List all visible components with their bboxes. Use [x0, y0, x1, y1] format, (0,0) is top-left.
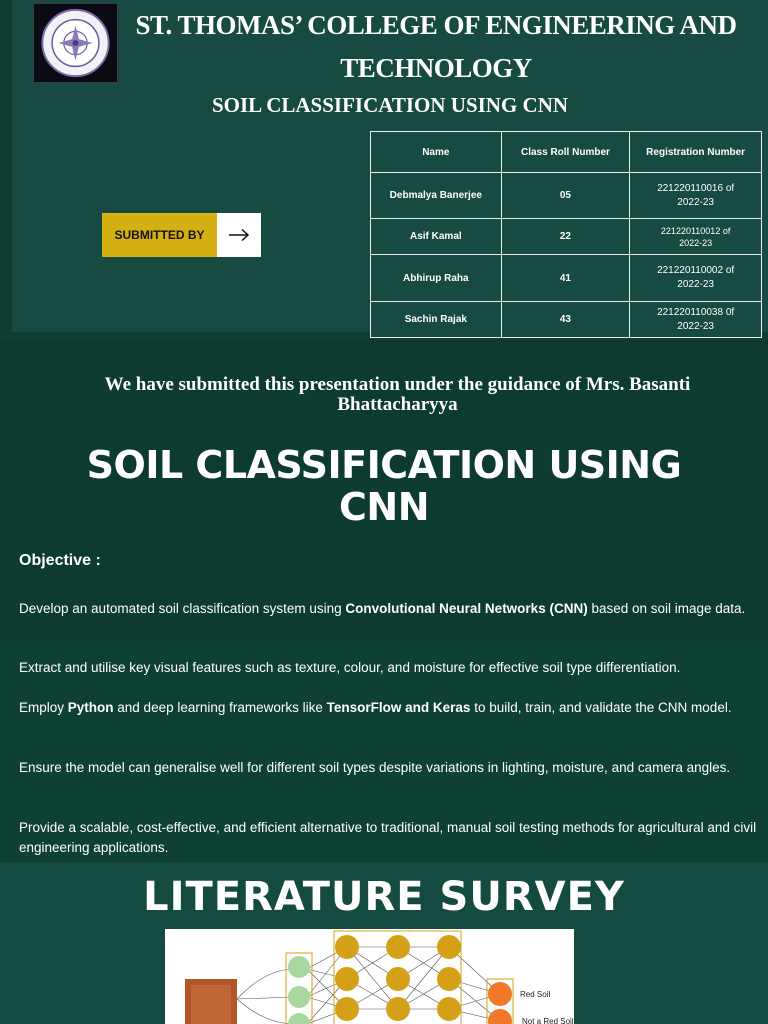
hidden-node — [386, 967, 410, 991]
hidden-node — [386, 997, 410, 1021]
objective-point-3 — [19, 698, 759, 718]
hidden-node — [335, 967, 359, 991]
member-name: Debmalya Banerjee — [371, 173, 502, 219]
text-span: Develop an automated soil classification system using — [19, 601, 346, 616]
hidden-node — [335, 997, 359, 1021]
output-node — [488, 982, 512, 1006]
registration-number: 221220110002 of — [657, 265, 735, 276]
college-name — [130, 4, 742, 90]
registration-session: 2022-23 — [679, 237, 713, 248]
text-span: Employ — [19, 700, 68, 715]
hidden-node — [437, 935, 461, 959]
objective-title-line2: CNN — [339, 485, 429, 529]
guidance-line2: Bhattacharyya — [337, 394, 458, 415]
registration-number: 221220110038 0f — [657, 306, 735, 318]
objective-point-2: Extract and utilise key visual features such as texture, colour, and moisture for effective soil type differentiation. — [19, 660, 681, 675]
objective-heading: Objective : — [19, 552, 101, 569]
college-logo — [33, 3, 118, 83]
registration-session: 2022-23 — [677, 196, 714, 208]
input-node — [288, 956, 310, 978]
college-name-line2: TECHNOLOGY — [340, 53, 532, 83]
college-name-line1: ST. THOMAS’ COLLEGE OF ENGINEERING AND — [135, 10, 737, 40]
arrow-right-icon — [217, 213, 261, 257]
input-node — [288, 986, 310, 1008]
objective-slide — [0, 340, 768, 640]
literature-survey-slide — [0, 862, 768, 1024]
output-label-not-red-soil: Not a Red Soil — [522, 1017, 574, 1024]
member-roll: 05 — [501, 173, 630, 219]
member-roll: 43 — [501, 302, 630, 338]
guidance-note — [40, 375, 755, 415]
table-header-row — [371, 132, 762, 173]
objective-continued-slide — [0, 640, 768, 862]
text-span: to build, train, and validate the CNN model. — [470, 700, 732, 715]
guidance-line1: We have submitted this presentation under the guidance of Mrs. Basanti — [104, 374, 691, 395]
registration-number: 221220110016 of — [657, 182, 735, 194]
input-node — [288, 1013, 310, 1024]
text-span: based on soil image data. — [587, 601, 746, 616]
col-header-registration: Registration Number — [630, 132, 762, 173]
hidden-node — [437, 967, 461, 991]
objective-point-1 — [19, 599, 759, 619]
hidden-node — [437, 997, 461, 1021]
member-registration — [630, 219, 762, 255]
objective-point-4: Ensure the model can generalise well for different soil types despite variations in lighting, moisture, and camera angles. — [19, 760, 731, 775]
text-span: and deep learning frameworks like — [113, 700, 327, 715]
table-row — [371, 219, 762, 255]
table-row — [371, 302, 762, 338]
member-registration — [630, 173, 762, 219]
bold-term: TensorFlow and Keras — [326, 700, 471, 715]
member-roll: 22 — [501, 219, 630, 255]
registration-session: 2022-23 — [677, 279, 714, 290]
table-row — [371, 255, 762, 302]
submitted-by-banner — [102, 213, 261, 257]
hidden-node — [386, 935, 410, 959]
output-label-red-soil: Red Soil — [520, 990, 551, 999]
member-name: Sachin Rajak — [371, 302, 502, 338]
member-registration — [630, 255, 762, 302]
objective-title-line1: SOIL CLASSIFICATION USING — [86, 443, 682, 487]
member-registration — [630, 302, 762, 338]
table-row — [371, 173, 762, 219]
members-table — [370, 131, 762, 338]
col-header-name: Name — [371, 132, 502, 173]
literature-survey-title: LITERATURE SURVEY — [143, 874, 625, 920]
title-slide — [0, 0, 768, 340]
neural-network-diagram — [165, 929, 574, 1024]
registration-session: 2022-23 — [677, 320, 714, 332]
college-seal-icon — [34, 4, 117, 82]
output-node — [488, 1009, 512, 1024]
objective-point-5: Provide a scalable, cost-effective, and efficient alternative to traditional, manual soil testing methods for agricultural and civil engineering applications. — [19, 820, 757, 855]
submitted-by-label: SUBMITTED BY — [102, 213, 217, 257]
hidden-node — [335, 935, 359, 959]
registration-number: 221220110012 of — [660, 225, 731, 236]
cnn-diagram — [165, 929, 574, 1024]
bold-term: Convolutional Neural Networks (CNN) — [345, 601, 588, 616]
project-subtitle: SOIL CLASSIFICATION USING CNN — [211, 93, 569, 117]
objective-slide-title — [0, 444, 768, 528]
member-name: Asif Kamal — [371, 219, 502, 255]
col-header-roll: Class Roll Number — [501, 132, 630, 173]
bold-term: Python — [67, 700, 114, 715]
member-name: Abhirup Raha — [371, 255, 502, 302]
member-roll: 41 — [501, 255, 630, 302]
